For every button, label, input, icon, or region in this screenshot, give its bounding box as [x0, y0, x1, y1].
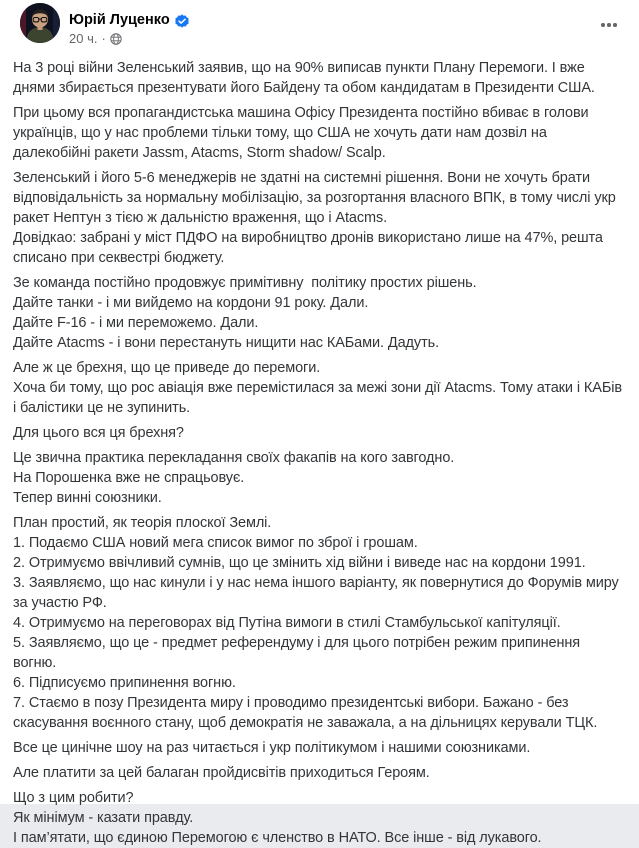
- post-paragraph: Зе команда постійно продовжує примітивну політику простих рішень. Дайте танки - і ми вийдемо на кордони 91 року. Дали. Дайте F-16 - і ми переможемо. Дали. Дайте Atacms - і вони перестануть нищити нас КАБами. Дадуть.: [13, 275, 477, 351]
- post-paragraph: План простий, як теорія плоскої Землі. 1. Подаємо США новий мега список вимог по зброї і грошам. 2. Отримуємо ввічливий сумнів, що це змінить хід війни і виведе нас на кордони 1991. 3. Заявляємо, що нас кинули і у нас нема іншого варіанту, як повернутися до Форумів миру за участю РФ. 4. Отримуємо на переговорах від Путіна вимоги в стилі Стамбульської капітуляції. 5. Заявляємо, що це - предмет референдуму і для цього потрібен режим припинення вогню. 6. Підписуємо припинення вогню. 7. Стаємо в позу Президента миру і проводимо президентські вибори. Бажано - без скасування воєнного стану, щоб демократія не заважала, а на дільницях керували ТЦК.: [13, 515, 619, 731]
- post-paragraph: Але платити за цей балаган пройдисвітів приходиться Героям.: [13, 765, 430, 781]
- post-paragraph: При цьому вся пропагандистська машина Офісу Президента постійно вбиває в голови українців, що у нас проблеми тільки тому, що США не хочуть дати нам дозвіл на далекобійні ракети Jassm, Atacms, Storm shadow/ Scalp.: [13, 105, 593, 161]
- post-paragraph: На 3 році війни Зеленський заявив, що на 90% виписав пункти Плану Перемоги. І вже днями збирається презентувати його Байдену та обом кандидатам в Президенти США.: [13, 60, 595, 96]
- avatar-image: [20, 3, 60, 43]
- post-paragraph: Зеленський і його 5-6 менеджерів не здатні на системні рішення. Вони не хочуть брати відповідальність за нормальну мобілізацію, за розгортання власного ВПК, в тому числі укр ракет Нептун з тією ж дальністю враження, що і Atacms. Довідкао: забрані у міст ПДФО на виробництво дронів використано лише на 47%, решта списано при секвестрі бюджету.: [13, 170, 616, 266]
- post-paragraph: Це звична практика перекладання своїх факапів на кого завгодно. На Порошенка вже не спрацьовує. Тепер винні союзники.: [13, 450, 455, 506]
- post-header: [0, 0, 639, 47]
- author-row: [69, 12, 189, 29]
- post-paragraph: Що з цим робити? Як мінімум - казати правду. І пам’ятати, що єдиною Перемогою є членство в НАТО. Все інше - від лукавого.: [13, 790, 542, 846]
- globe-icon: [110, 33, 122, 45]
- avatar[interactable]: [20, 3, 60, 43]
- post-paragraph: Для цього вся ця брехня?: [13, 425, 184, 441]
- post-meta-row: [69, 31, 189, 47]
- post-paragraph: Але ж це брехня, що це приведе до перемоги. Хоча би тому, що рос авіація вже перемістилася за межі зони дії Atacms. Тому атаки і КАБів і балістики це не зупинить.: [13, 360, 622, 416]
- author-name[interactable]: Юрій Луценко: [69, 12, 170, 28]
- meta-separator: ·: [101, 31, 106, 46]
- more-options-button[interactable]: [593, 15, 625, 35]
- post-paragraph: Все це цинічне шоу на раз читається і укр політикумом і нашими союзниками.: [13, 740, 531, 756]
- three-dots-icon: [613, 23, 617, 27]
- verified-badge-icon: [175, 14, 189, 28]
- timestamp[interactable]: 20 ч.: [69, 31, 98, 46]
- post-body: [0, 47, 639, 848]
- three-dots-icon: [607, 23, 611, 27]
- post-header-info: [69, 3, 189, 47]
- three-dots-icon: [601, 23, 605, 27]
